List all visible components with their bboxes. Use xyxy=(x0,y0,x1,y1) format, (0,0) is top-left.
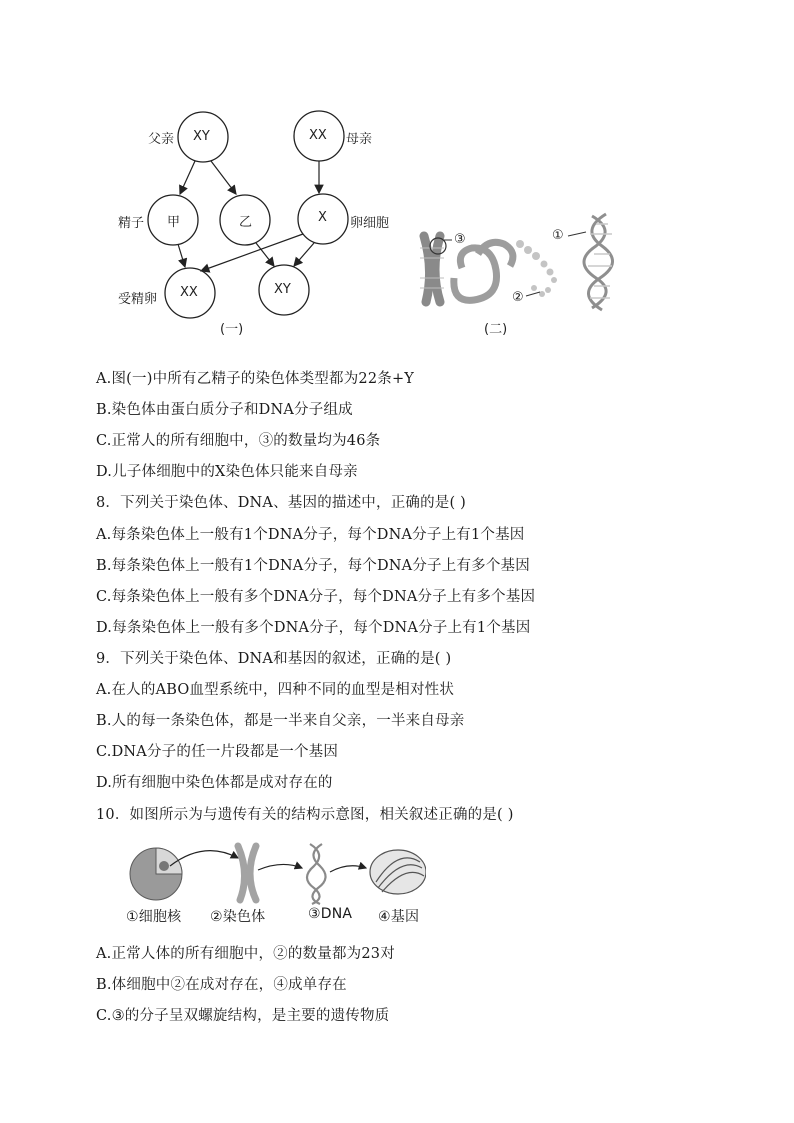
q9-option-b: B.人的每一条染色体，都是一半来自父亲，一半来自母亲 xyxy=(96,713,465,729)
zygote-label: 受精卵 xyxy=(118,292,158,307)
coiled-chromatin-illustration xyxy=(454,242,513,300)
q9-option-c: C.DNA分子的任一片段都是一个基因 xyxy=(96,744,339,760)
figure-3-illustration xyxy=(126,838,426,910)
father-label: 父亲 xyxy=(148,132,175,147)
arrow-b-to-zygote-b xyxy=(256,243,274,266)
q8-stem: 8．下列关于染色体、DNA、基因的描述中，正确的是( ) xyxy=(96,495,467,511)
egg-cell-text: X xyxy=(318,210,327,225)
chromosome-illustration xyxy=(424,236,440,302)
q7-option-c: C.正常人的所有细胞中，③的数量均为46条 xyxy=(96,433,381,449)
zygote-b-text: XY xyxy=(274,282,291,297)
q8-option-a: A.每条染色体上一般有1个DNA分子，每个DNA分子上有1个基因 xyxy=(96,527,525,543)
mother-label: 母亲 xyxy=(346,132,373,147)
q8-option-b: B.每条染色体上一般有1个DNA分子，每个DNA分子上有多个基因 xyxy=(96,558,530,574)
q10-stem: 10．如图所示为与遗传有关的结构示意图，相关叙述正确的是( ) xyxy=(96,807,514,823)
egg-label: 卵细胞 xyxy=(350,216,390,231)
q8-option-d: D.每条染色体上一般有多个DNA分子，每个DNA分子上有1个基因 xyxy=(96,620,531,636)
mother-cell-text: XX xyxy=(309,128,327,143)
arrow-father-to-a xyxy=(180,161,195,194)
q10-option-c: C.③的分子呈双螺旋结构，是主要的遗传物质 xyxy=(96,1008,390,1024)
figure-2-marker-3: ③ xyxy=(454,232,466,247)
nucleosome-beads xyxy=(516,240,557,297)
gene-segment-illustration xyxy=(370,850,426,894)
chromosome-illustration-2 xyxy=(238,846,256,900)
q8-option-c: C.每条染色体上一般有多个DNA分子，每个DNA分子上有多个基因 xyxy=(96,589,536,605)
arrow-egg-to-zygote-b xyxy=(294,243,314,266)
q7-option-a: A.图(一)中所有乙精子的染色体类型都为22条+Y xyxy=(96,371,415,387)
dna-illustration-2 xyxy=(307,844,326,904)
q10-option-b: B.体细胞中②在成对存在，④成单存在 xyxy=(96,977,347,993)
figure-3-label-dna: ③DNA xyxy=(308,906,353,922)
zygote-a-text: XX xyxy=(180,285,198,300)
figure-3-label-chromosome: ②染色体 xyxy=(210,909,266,925)
figure-3-label-nucleus: ①细胞核 xyxy=(126,909,182,925)
q10-option-a: A.正常人体的所有细胞中，②的数量都为23对 xyxy=(96,946,395,962)
nucleolus xyxy=(159,861,169,871)
arrow-chromosome-to-dna xyxy=(258,864,302,870)
figure-2-marker-2: ② xyxy=(512,290,524,305)
figure-1-caption: (一) xyxy=(220,322,244,337)
father-cell-text: XY xyxy=(193,129,210,144)
q9-option-d: D.所有细胞中染色体都是成对存在的 xyxy=(96,775,333,791)
q7-option-b: B.染色体由蛋白质分子和DNA分子组成 xyxy=(96,402,353,418)
q9-stem: 9．下列关于染色体、DNA和基因的叙述，正确的是( ) xyxy=(96,651,452,667)
q9-option-a: A.在人的ABO血型系统中，四种不同的血型是相对性状 xyxy=(96,682,455,698)
sperm-b-text: 乙 xyxy=(239,215,253,230)
marker-2-leader xyxy=(526,292,540,296)
figure-3-label-gene: ④基因 xyxy=(378,909,420,925)
marker-1-leader xyxy=(568,232,586,236)
sperm-a-text: 甲 xyxy=(167,215,181,230)
figure-2-caption: (二) xyxy=(484,322,508,337)
q7-option-d: D.儿子体细胞中的X染色体只能来自母亲 xyxy=(96,464,358,480)
figure-2-marker-1: ① xyxy=(552,228,564,243)
sperm-label: 精子 xyxy=(118,216,145,231)
arrow-dna-to-gene xyxy=(330,866,366,872)
dna-double-helix-illustration xyxy=(584,214,613,310)
arrow-father-to-b xyxy=(211,161,236,194)
arrow-a-to-zygote-a xyxy=(178,244,185,267)
